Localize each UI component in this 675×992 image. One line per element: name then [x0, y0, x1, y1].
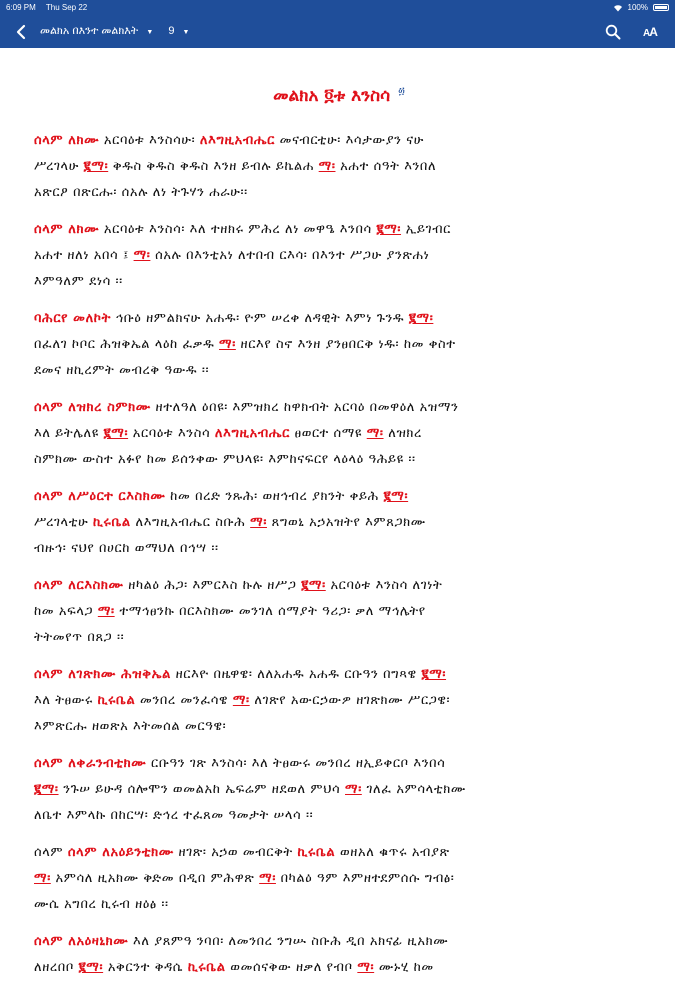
paragraph-list [34, 128, 644, 981]
stanza-line [34, 154, 644, 180]
highlight-text: ሰላም ለርእስክሙ [34, 578, 124, 593]
verse-text: አርባዕቱ እንስሳሁ፡ [99, 133, 200, 148]
verse-text: ወዘአለ ቁጥሩ አብያጽ [335, 845, 450, 860]
verse-text: ከመ አፍላጋ [34, 604, 98, 619]
highlight-text: ኪሩቤል [187, 960, 226, 975]
verse-text: ተማኅፀንኩ በርእስክሙ መንገለ ሰማያት ዓሪጋ፡ ቃለ ማኅሌትየ [114, 604, 426, 619]
verse-text: አርባዕቱ እንስሳ [128, 426, 215, 441]
verse-text: ትትመየጥ በጸጋ ፡፡ [34, 630, 125, 645]
stanza-line [34, 128, 644, 154]
highlight-text: ኪሩቤል [297, 845, 336, 860]
stanza-line [34, 840, 644, 866]
refrain-marker: ፪ማ፡ [301, 578, 326, 593]
highlight-text: ሰላም ለአዕዛኒክሙ [34, 934, 129, 949]
stanza-line [34, 447, 644, 473]
highlight-text: ሰላም ለክሙ [34, 222, 100, 237]
stanza-line [34, 306, 644, 332]
verse-text: ሥረገላሁ [34, 159, 84, 174]
stanza [34, 395, 644, 473]
refrain-marker: ማ፡ [259, 871, 276, 886]
verse-text: እለ ትፀውሩ [34, 693, 98, 708]
stanza-line [34, 243, 644, 269]
highlight-text: ሰላም ለሥዕርተ ርእስክሙ [34, 489, 166, 504]
refrain-marker: ማ፡ [219, 337, 236, 352]
verse-text: ለዝክረ [383, 426, 422, 441]
highlight-text: ሰላም ለገጽክሙ ሕዝቅኤል [34, 667, 171, 682]
stanza [34, 840, 644, 918]
stanza-line [34, 662, 644, 688]
stanza [34, 662, 644, 740]
verse-text: ዘርእዮ በዜዋዌ፡ ለለአሐዱ አሐዱ ርቡዓን በግጻዌ [170, 667, 422, 682]
verse-text: ለቤተ እምላኩ በከርሣ፡ ድኅረ ተፈጸመ ዓመታት ሠላሳ ፡፡ [34, 808, 314, 823]
status-date: Thu Sep 22 [45, 3, 88, 12]
battery-percent: 100% [627, 3, 648, 12]
highlight-text: ለእግዚአብሔር [199, 133, 275, 148]
verse-text: እምዓለም ደነሳ ፡፡ [34, 274, 123, 289]
stanza-line [34, 217, 644, 243]
stanza-line [34, 269, 644, 295]
highlight-text: ባሕርየ መለኮት [34, 311, 111, 326]
back-icon[interactable] [12, 23, 30, 41]
stanza-line [34, 358, 644, 384]
verse-text: አርባዕቱ እንስሳ ለገነት [325, 578, 443, 593]
stanza-line [34, 180, 644, 206]
verse-text: ዘተለዓለ ዕበዩ፡ እምዝክረ ከዋክብት አርባዕ በመዋዕለ አዝማን [150, 400, 459, 415]
refrain-marker: ማ፡ [357, 960, 375, 975]
verse-text: ወመሰናቅው ዘቃለ የብቦ [225, 960, 358, 975]
highlight-text: ሰላም ለቀራንብቲክሙ [34, 756, 147, 771]
verse-text: እምጽርሑ ዘወጽአ እትመሰል መርዓዌ፡ [34, 719, 227, 734]
stanza-line [34, 599, 644, 625]
status-bar [0, 0, 675, 16]
stanza-line [34, 536, 644, 562]
verse-text: ለገጽየ አውርኃውዎ ዘገጽክሙ ሥርጋዌ፡ [249, 693, 451, 708]
chapter-dropdown-caret-icon: ▼ [182, 29, 190, 36]
verse-text: ፀወርተ ሰማዩ [289, 426, 367, 441]
verse-text: ደመና ዘኪረምት መብረቅ ዓውዱ ፡፡ [34, 363, 210, 378]
stanza [34, 306, 644, 384]
verse-text: ገለፈ አምሳላቲክሙ [361, 782, 466, 797]
verse-text: ሙሴ አግበረ ኪሩብ ዘዕፅ ፡፡ [34, 897, 169, 912]
verse-text: ለዘረበቦ [34, 960, 79, 975]
verse-text: እለ ያጸምዓ ንባበ፡ ለመንበረ ንግሡ ስቡሕ ዲበ አክናፊ ዚአክሙ [128, 934, 449, 949]
section-heading [34, 86, 644, 106]
stanza-line [34, 688, 644, 714]
stanza-line [34, 751, 644, 777]
refrain-marker: ፪ማ፡ [376, 222, 402, 237]
highlight-text: ሰላም ለዝክረ ስምክሙ [34, 400, 151, 415]
refrain-marker: ፪ማ፡ [34, 782, 59, 797]
wifi-icon [613, 4, 623, 12]
verse-text: አርባዕቱ እንስሳ፡ እለ ተዘክሩ ምሕረ ለነ መዋዔ እንበሳ [99, 222, 377, 237]
font-size-icon: A [643, 28, 650, 39]
verse-text: መናብርቲሁ፡ እሳታውያን ናሁ [274, 133, 425, 148]
book-title: መልክአ በእንተ መልክእት [40, 25, 139, 37]
verse-text: ጸግወኒ አኃአዝትየ እምጸጋክሙ [266, 515, 426, 530]
chapter-number: 9 [168, 25, 175, 37]
highlight-text: ለእግዚአብሔር [214, 426, 290, 441]
stanza-line [34, 803, 644, 829]
heading-title: መልክአ ፬ቱ እንስሳ [273, 86, 391, 106]
stanza-line [34, 625, 644, 651]
status-time: 6:09 PM [6, 3, 36, 12]
search-icon[interactable] [605, 24, 621, 40]
stanza-line [34, 955, 644, 981]
verse-text: በካልዕ ዓም እምዘተደምሰሱ ግብፅ፡ [275, 871, 455, 886]
stanza-line [34, 332, 644, 358]
refrain-marker: ፪ማ፡ [421, 667, 447, 682]
verse-text: አቅርንተ ቅዳሴ [103, 960, 188, 975]
font-size-button[interactable]: AA [643, 25, 657, 39]
reading-content [34, 48, 644, 992]
stanza-line [34, 892, 644, 918]
verse-text: ርቡዓን ገጽ እንስሳ፡ እለ ትፀውሩ መንበረ ዘኢይቀርቦ እንበሳ [146, 756, 446, 771]
refrain-marker: ማ፡ [97, 604, 115, 619]
verse-text: ለእግዚአብሔር ስቡሕ [130, 515, 251, 530]
refrain-marker: ማ፡ [345, 782, 362, 797]
verse-text: ሰላም [34, 845, 68, 860]
stanza [34, 751, 644, 829]
verse-text: ሰአሉ በእንቲአነ ለተበብ ርእሳ፡ በእንተ ሥጋሁ ያንጽሐነ [150, 248, 430, 263]
status-left [6, 3, 95, 12]
verse-text: አሐተ ዘለነ አበሳ ፤ [34, 248, 134, 263]
highlight-text: ሰላም ለአዕይንቲክሙ [67, 845, 174, 860]
refrain-marker: ፪ማ፡ [83, 159, 109, 174]
stanza-line [34, 510, 644, 536]
stanza-line [34, 573, 644, 599]
nav-bar [0, 16, 675, 48]
verse-text: ዘካልዕ ሕጋ፡ እምርእስ ኩሉ ዘሥጋ [123, 578, 302, 593]
chapter-selector[interactable] [168, 25, 189, 37]
stanza-line [34, 929, 644, 955]
verse-text: በፈለገ ኮቦር ሕዝቅኤል ላዕከ ፈቃዱ [34, 337, 220, 352]
verse-text: አሐተ ሰዓት እንበለ [335, 159, 437, 174]
refrain-marker: ማ፡ [366, 426, 384, 441]
verse-text: ንጉሠ ይሁዳ ሰሎሞን ወመልአከ ኤፍሬም ዘደወለ ምህሳ [58, 782, 345, 797]
stanza-line [34, 395, 644, 421]
stanza [34, 484, 644, 562]
verse-text: ስምክሙ ውስተ አፉየ ከመ ይሰንቀው ምህላዩ፡ እምከናፍርየ ላዕላዕ ዓሕይዩ ፡፡ [34, 452, 416, 467]
verse-text: ሥረገላቲሁ [34, 515, 94, 530]
stanza-line [34, 484, 644, 510]
verse-text: ከመ በረድ ንጹሕ፡ ወዘኅብረ ያክንት ቀይሕ [165, 489, 384, 504]
verse-text: መንበረ መንፈሳዌ [135, 693, 233, 708]
stanza [34, 573, 644, 651]
verse-text: ኢይገብር [401, 222, 451, 237]
refrain-marker: ፪ማ፡ [383, 489, 409, 504]
verse-text: ኅቡዕ ዘምልክናሁ አሐዱ፡ ዮም ሠረቀ ለዳዊት እምነ ጉንዱ [111, 311, 409, 326]
refrain-marker: ፪ማ፡ [103, 426, 129, 441]
verse-text: ሙኑሂ ከመ [374, 960, 434, 975]
refrain-marker: ማ፡ [133, 248, 151, 263]
stanza-line [34, 421, 644, 447]
stanza-line [34, 777, 644, 803]
stanza [34, 929, 644, 981]
refrain-marker: ማ፡ [232, 693, 250, 708]
status-right [613, 3, 669, 12]
verse-text: አምሳለ ዚአክሙ ቅድመ በዲበ ምሕዋጽ [50, 871, 260, 886]
verse-text: ዘርእየ ስኖ እንዘ ያንፀበርቅ ነዱ፡ ከመ ቀስተ [235, 337, 456, 352]
battery-icon [653, 4, 669, 11]
stanza-line [34, 866, 644, 892]
verse-text: ብዙኅ፡ ናህየ በሀርከ ወማህለ በኅሣ ፡፡ [34, 541, 219, 556]
refrain-marker: ፪ማ፡ [78, 960, 104, 975]
highlight-text: ሰላም ለክሙ [34, 133, 100, 148]
verse-text: ዘገጽ፡ አኃወ መብርቅት [173, 845, 298, 860]
book-selector[interactable] [40, 25, 189, 38]
heading-note[interactable]: ፴ [398, 86, 405, 98]
refrain-marker: ፪ማ፡ [408, 311, 434, 326]
stanza-line [34, 714, 644, 740]
verse-text: ቅዱስ ቅዱስ ቅዱስ እንዘ ይብሉ ይኬልሐ [108, 159, 319, 174]
refrain-marker: ማ፡ [250, 515, 267, 530]
stanza [34, 128, 644, 206]
highlight-text: ኪሩቤል [93, 515, 131, 530]
refrain-marker: ማ፡ [318, 159, 336, 174]
verse-text: እለ ይትሌለዩ [34, 426, 104, 441]
book-dropdown-caret-icon: ▼ [146, 29, 154, 36]
stanza [34, 217, 644, 295]
verse-text: አጽርዖ በጽርሑ፡ ሰአሉ ለነ ትጉሃን ሐራሁ፡፡ [34, 185, 248, 200]
highlight-text: ኪሩቤል [97, 693, 136, 708]
refrain-marker: ማ፡ [34, 871, 51, 886]
